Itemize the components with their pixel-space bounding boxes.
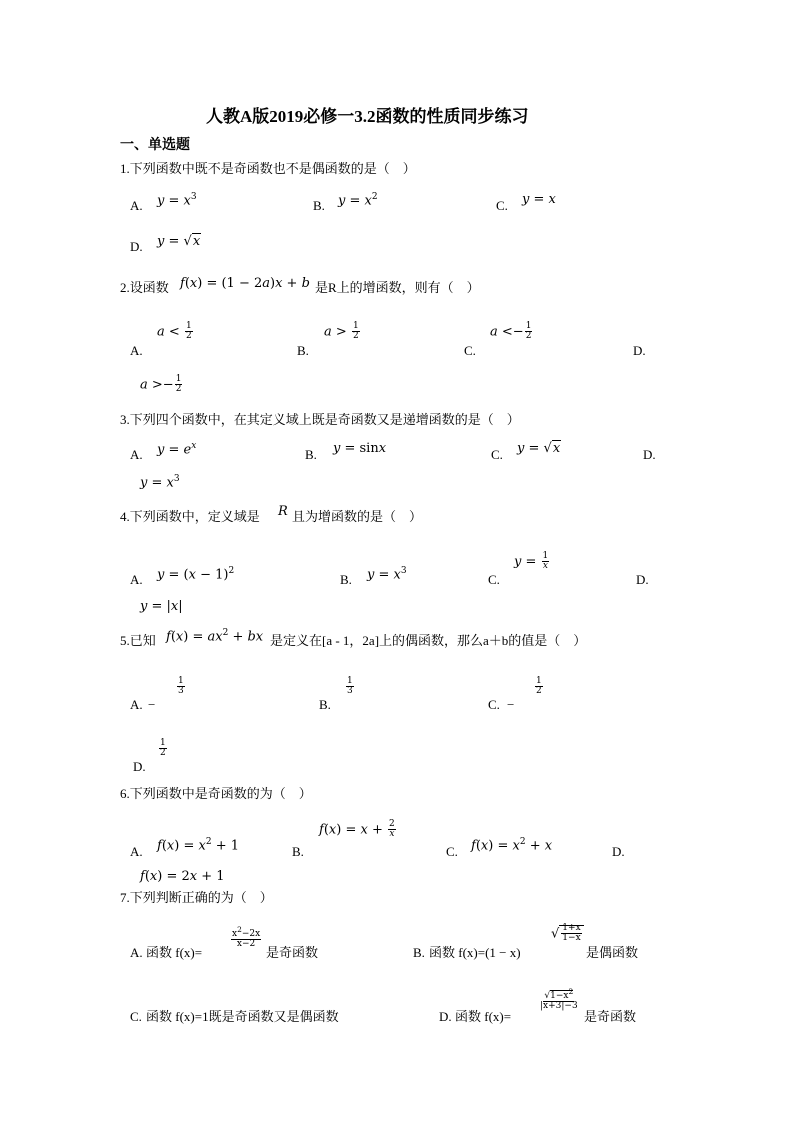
q7-option-a-suffix: 是奇函数	[266, 945, 319, 960]
q5-option-b-label: B.	[319, 697, 331, 712]
q7-option-d-math: $\frac{√1-x^2}{|x+3|-3}$	[540, 987, 578, 1012]
q2-option-b-math: a > $\frac{1}{2}$	[324, 321, 359, 342]
q4-option-d-label: D.	[636, 572, 649, 587]
q2-option-c-label: C.	[464, 343, 476, 358]
q5-option-a-sign: −	[148, 697, 156, 712]
q7-option-a-prefix: 函数 f(x)=	[146, 945, 203, 960]
q4-option-b-math: $y = x^3$	[367, 566, 407, 583]
q5-option-d-label: D.	[133, 759, 146, 774]
q3-option-a-math: $y = e^x$	[157, 441, 197, 458]
q6-option-b-math: f(x) = x + $\frac{2}{x}$	[319, 819, 395, 840]
q6-option-c-label: C.	[446, 844, 458, 859]
q4-option-c-math: y = $\frac{1}{x}$	[514, 551, 549, 572]
q3-option-c-math: y = √x	[517, 441, 561, 456]
q3-option-d-label: D.	[643, 447, 656, 462]
q1-option-a-label: A.	[130, 198, 143, 213]
q5-option-a-label: A.	[130, 697, 143, 712]
q1-option-b-math: $y = x^2$	[338, 192, 378, 209]
q3-option-b-math: y = sinx	[333, 441, 387, 456]
q5-option-c-label: C.	[488, 697, 500, 712]
q6-option-a-math: $f(x) = x^2 + 1$	[157, 837, 239, 854]
q1-stem: 1.下列函数中既不是奇函数也不是偶函数的是（ ）	[120, 161, 416, 176]
q1-option-c-math: y = x	[522, 192, 556, 207]
q5-stem-prefix: 5.已知	[120, 633, 156, 648]
q7-option-d-suffix: 是奇函数	[584, 1009, 637, 1024]
q1-option-d-math: y = √x	[157, 234, 201, 249]
q3-stem: 3.下列四个函数中，在其定义域上既是奇函数又是递增函数的是（ ）	[120, 412, 520, 427]
q5-option-c-sign: −	[507, 697, 515, 712]
q2-stem-math: f(x) = (1 − 2a)x + b	[180, 276, 310, 291]
q5-option-a-math: $\frac{1}{3}$	[178, 676, 184, 697]
q4-option-c-label: C.	[488, 572, 500, 587]
q5-stem-suffix: 是定义在[a - 1，2a]上的偶函数，那么a＋b的值是（ ）	[270, 633, 587, 648]
q5-stem-math: $f(x) = ax^2$ + bx	[166, 628, 264, 645]
q3-option-c-label: C.	[491, 447, 503, 462]
q7-option-b-math: √ $\frac{1+x}{1-x}$	[551, 924, 584, 944]
q6-option-d-label: D.	[612, 844, 625, 859]
q6-option-d-math: f(x) = 2x + 1	[140, 869, 225, 884]
q6-option-c-math: $f(x) = x^2 + x$	[471, 837, 553, 854]
q5-option-c-math: $\frac{1}{2}$	[536, 676, 542, 697]
q4-stem-math: R	[278, 504, 288, 519]
q3-option-d-math: $y = x^3$	[140, 474, 180, 491]
q6-stem: 6.下列函数中是奇函数的为（ ）	[120, 786, 312, 801]
q7-option-c-prefix: 函数 f(x)=1既是奇函数又是偶函数	[146, 1009, 339, 1024]
q1-option-c-label: C.	[496, 198, 508, 213]
q5-option-b-math: $\frac{1}{3}$	[347, 676, 353, 697]
q2-option-c-math: a <− $\frac{1}{2}$	[490, 321, 532, 342]
q7-option-b-prefix: 函数 f(x)=(1 − x)	[429, 945, 521, 960]
q7-option-a-label: A.	[130, 945, 143, 960]
q1-option-d-label: D.	[130, 239, 143, 254]
q4-option-a-math: $y = (x - 1)^2$	[157, 566, 235, 583]
q7-option-d-prefix: 函数 f(x)=	[455, 1009, 512, 1024]
q2-stem-prefix: 2.设函数	[120, 280, 169, 295]
q4-option-a-label: A.	[130, 572, 143, 587]
q4-stem-prefix: 4.下列函数中，定义域是	[120, 509, 260, 524]
q2-stem-suffix: 是R上的增函数，则有（ ）	[315, 280, 480, 295]
q7-stem: 7.下列判断正确的为（ ）	[120, 890, 273, 905]
q2-option-b-label: B.	[297, 343, 309, 358]
q1-option-b-label: B.	[313, 198, 325, 213]
q2-option-a-math: a < $\frac{1}{2}$	[157, 321, 192, 342]
q4-option-b-label: B.	[340, 572, 352, 587]
q2-option-d-math: a >− $\frac{1}{2}$	[140, 374, 182, 395]
q7-option-c-label: C.	[130, 1009, 142, 1024]
q3-option-a-label: A.	[130, 447, 143, 462]
q3-option-b-label: B.	[305, 447, 317, 462]
q1-option-a-math: $y = x^3$	[157, 192, 197, 209]
q7-option-d-label: D.	[439, 1009, 452, 1024]
q4-stem-suffix: 且为增函数的是（ ）	[292, 509, 423, 524]
q6-option-a-label: A.	[130, 844, 143, 859]
q7-option-b-label: B.	[413, 945, 425, 960]
q7-option-b-suffix: 是偶函数	[586, 945, 639, 960]
q2-option-a-label: A.	[130, 343, 143, 358]
page-title: 人教A版2019必修一3.2函数的性质同步练习	[206, 107, 529, 126]
q4-option-d-math: y = |x|	[140, 599, 183, 614]
q2-option-d-label: D.	[633, 343, 646, 358]
q7-option-a-math: $\frac{x^2-2x}{x-2}$	[232, 925, 261, 950]
q5-option-d-math: $\frac{1}{2}$	[160, 738, 166, 759]
section-heading: 一、单选题	[120, 138, 190, 153]
q6-option-b-label: B.	[292, 844, 304, 859]
